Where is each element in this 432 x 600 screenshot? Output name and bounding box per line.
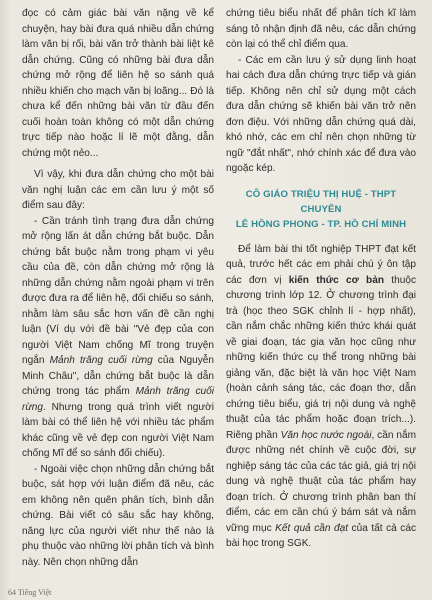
paragraph: - Ngoài việc chọn những dẫn chứng bắt buộc, sát hợp với luận điểm đã nêu, các em không nên quên phân tích, bình dẫn chứng. Bài viết có sâu sắc hay không, năng lực của người viết như thế nào là phụ thuộc vào những lời phân tích và bình này. Nên chọn những dẫn bbox=[22, 463, 214, 568]
paragraph: Vì vậy, khi đưa dẫn chứng cho một bài văn nghị luận các em cần lưu ý một số điểm sau đây: bbox=[22, 169, 214, 211]
paragraph: chứng tiêu biểu nhất để phân tích kĩ làm sáng tỏ nhận định đã nêu, các dẫn chứng còn lại có thể chỉ điểm qua. bbox=[226, 8, 416, 50]
paragraph: - Cần tránh tình trạng đưa dẫn chứng mở rộng lấn át dẫn chứng bắt buộc. Dẫn chứng bắt buộc nằm trong phạm vi yêu cầu của đề, còn dẫn chứng mở rộng là những dẫn chứng nằm ngoài phạm vi trên được đưa ra để liên hệ, đối chiếu so sánh, nhằm làm sâu sắc hơn vấn đề cần nghị luận (Ví dụ với đề bài "Vẻ đẹp của con người Việt Nam chống Mĩ trong truyện ngắn Mảnh trăng cuối rừng của Nguyễn Minh Châu", dẫn chứng bắt buộc là dẫn chứng trong tác phẩm Mảnh trăng cuối rừng. Nhưng trong quá trình viết người làm bài có thể liên hệ với nhiều tác phẩm khác cũng về vẻ đẹp con người Việt Nam chống Mĩ để so sánh đối chiếu). bbox=[22, 215, 214, 459]
paragraph: Để làm bài thi tốt nghiệp THPT đạt kết quả, trước hết các em phải chú ý ôn tập các đơn vị kiến thức cơ bản thuộc chương trình lớp 12. Ở chương trình đại trà (học theo SGK chỉnh lí - hợp nhất), cần nắm chắc những kiến thức khái quát về giai đoạn, tác gia văn học cũng như những kiến thức cụ thể trong những bài giảng văn, đặc biệt là văn học Việt Nam (hoàn cảnh sáng tác, các đoạn thơ, dẫn chứng tiêu biểu, giá trị nội dung và nghệ thuật của tác phẩm hoặc đoạn trích...). Riêng phần Văn học nước ngoài, cần nắm được những nét chính về cuộc đời, sự nghiệp sáng tác của các tác giả, giá trị nội dung và nghệ thuật của tác phẩm hay đoạn trích. Ở chương trình phân ban thí điểm, các em cần chú ý bám sát và nắm vững mục Kết quả cần đạt của tất cả các bài học trong SGK. bbox=[226, 243, 417, 549]
right-column bbox=[226, 6, 416, 552]
paragraph: - Các em cần lưu ý sử dụng linh hoạt hai cách đưa dẫn chứng trực tiếp và gián tiếp. Không nên chỉ sử dụng một cách đưa dẫn chứng sẽ khiến bài văn trở nên đơn điệu. Với những dẫn chứng quá dài, khó nhớ, các em chỉ nên chọn những từ ngữ "đắt nhất", nhớ chính xác để đưa vào ngoặc kép. bbox=[226, 54, 416, 174]
author-byline: CÔ GIÁO TRIỆU THỊ HUỆ - THPT CHUYÊN LÊ HỒNG PHONG - TP. HỒ CHÍ MINH bbox=[235, 188, 407, 230]
page-footer: 64 Tiếng Việt bbox=[8, 588, 52, 597]
left-column bbox=[22, 6, 214, 570]
paragraph: đọc có cảm giác bài văn nặng về kể chuyện, hay bài đưa quá nhiều dẫn chứng làm văn bị rối, bài văn trở thành bài liệt kê dẫn chứng. Cũng có những bài đưa dẫn chứng mở rộng để liên hệ so sánh quá nhiều khiến cho mạch văn bị loãng... Đó là chưa kể đến những bài văn từ đầu đến cuối hoàn toàn không có một dẫn chứng trực tiếp nào hoặc lí lẽ một đằng, dẫn chứng một nẻo... bbox=[22, 8, 214, 159]
